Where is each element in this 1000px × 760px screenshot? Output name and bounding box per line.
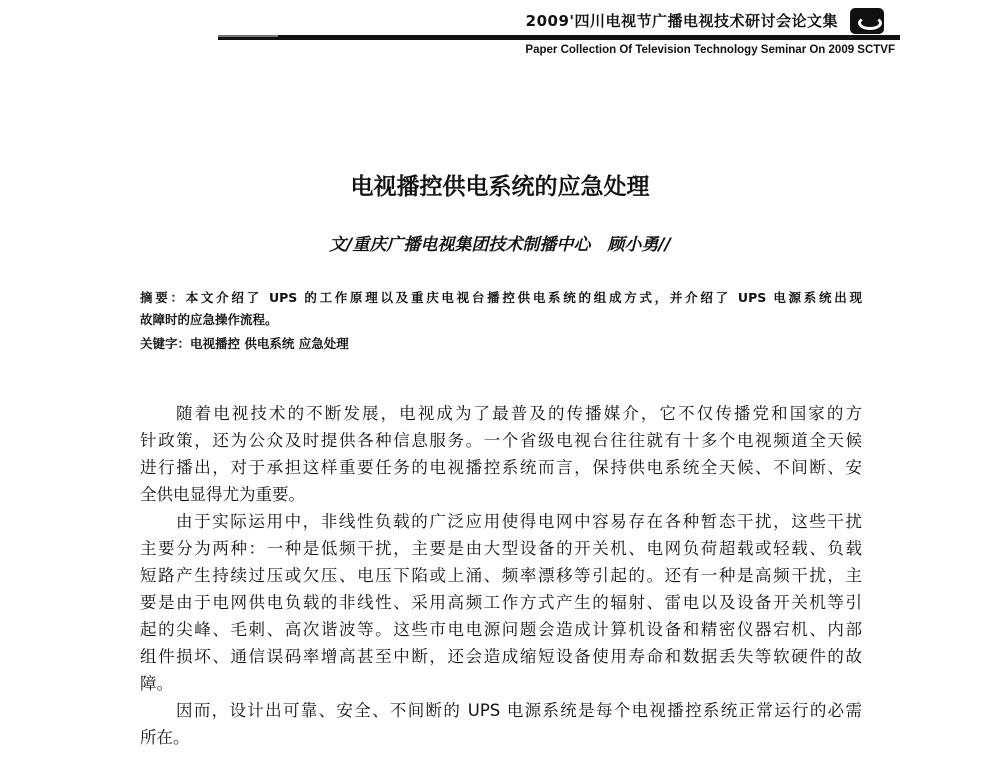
body-line: 要是由于电网供电负载的非线性、采用高频工作方式产生的辐射、雷电以及设备开关机等引 bbox=[140, 593, 862, 612]
header-rule-accent bbox=[218, 35, 278, 37]
paper-title: 电视播控供电系统的应急处理 bbox=[350, 174, 650, 200]
body-text bbox=[140, 400, 862, 751]
body-line: 主要分为两种：一种是低频干扰，主要是由大型设备的开关机、电网负荷超载或轻载、负载 bbox=[140, 539, 862, 558]
body-line: 因而，设计出可靠、安全、不间断的 UPS 电源系统是每个电视播控系统正常运行的必需 bbox=[176, 701, 862, 720]
body-line: 障。 bbox=[140, 674, 173, 693]
body-line: 组件损坏、通信误码率增高甚至中断，还会造成缩短设备使用寿命和数据丢失等软硬件的故 bbox=[140, 647, 862, 666]
body-line: 进行播出，对于承担这样重要任务的电视播控系统而言，保持供电系统全天候、不间断、安 bbox=[140, 458, 862, 477]
running-header-en: Paper Collection Of Television Technology Seminar On 2009 SCTVF bbox=[525, 44, 895, 56]
body-line: 全供电显得尤为重要。 bbox=[140, 485, 305, 504]
abstract-line-1: 摘要：本文介绍了 UPS 的工作原理以及重庆电视台播控供电系统的组成方式，并介绍了 UPS 电源系统出现 bbox=[140, 290, 862, 305]
body-line: 短路产生持续过压或欠压、电压下陷或上涌、频率漂移等引起的。还有一种是高频干扰，主 bbox=[140, 566, 862, 585]
body-line: 针政策，还为公众及时提供各种信息服务。一个省级电视台往往就有十多个电视频道全天候 bbox=[140, 431, 862, 450]
conference-logo-icon bbox=[850, 8, 884, 34]
header-rule bbox=[218, 35, 900, 40]
body-line: 起的尖峰、毛刺、高次谐波等。这些市电电源问题会造成计算机设备和精密仪器宕机、内部 bbox=[140, 620, 862, 639]
body-line: 所在。 bbox=[140, 728, 190, 747]
body-line: 随着电视技术的不断发展，电视成为了最普及的传播媒介，它不仅传播党和国家的方 bbox=[176, 404, 862, 423]
running-header-cn: 2009'四川电视节广播电视技术研讨会论文集 bbox=[525, 12, 838, 30]
body-line: 由于实际运用中，非线性负载的广泛应用使得电网中容易存在各种暂态干扰，这些干扰 bbox=[176, 512, 862, 531]
author-line: 文/重庆广播电视集团技术制播中心 顾小勇// bbox=[329, 235, 671, 255]
keywords: 关键字：电视播控 供电系统 应急处理 bbox=[140, 336, 349, 351]
abstract-line-2: 故障时的应急操作流程。 bbox=[140, 312, 278, 327]
